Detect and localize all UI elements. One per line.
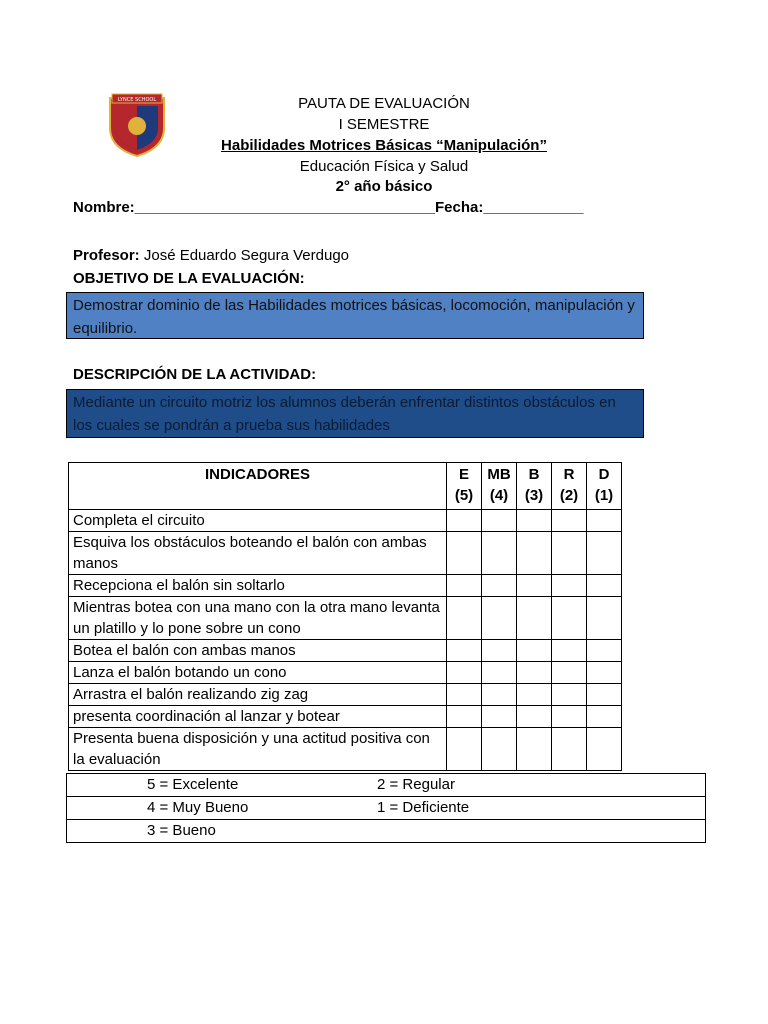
name-label: Nombre: [73,199,135,216]
score-cell[interactable] [587,640,622,662]
evaluation-table [68,462,622,771]
score-cell[interactable] [447,575,482,597]
subject-area: Educación Física y Salud [299,158,469,175]
score-cell[interactable] [552,640,587,662]
score-cell[interactable] [552,684,587,706]
score-cell[interactable] [517,532,552,575]
table-row [69,597,622,640]
teacher-name: José Eduardo Segura Verdugo [143,247,350,264]
document-title: PAUTA DE EVALUACIÓN [298,95,470,112]
teacher-line [73,247,349,264]
legend-row [67,820,706,843]
indicator-cell: Botea el balón con ambas manos [69,640,447,662]
col-header-mb: MB (4) [482,463,517,510]
table-row [69,662,622,684]
score-cell[interactable] [587,684,622,706]
col-header-r: R (2) [552,463,587,510]
legend-item: 5 = Excelente [147,776,239,793]
document-subtitle: Habilidades Motrices Básicas “Manipulación” [221,137,547,154]
col-header-e: E (5) [447,463,482,510]
score-cell[interactable] [552,728,587,771]
description-heading: DESCRIPCIÓN DE LA ACTIVIDAD: [73,366,317,383]
score-cell[interactable] [517,662,552,684]
col-header-d: D (1) [587,463,622,510]
indicator-cell: presenta coordinación al lanzar y botear [69,706,447,728]
col-header-b: B (3) [517,463,552,510]
score-legend-table [66,773,706,843]
name-field[interactable]: ____________________________________ [134,199,435,216]
score-cell[interactable] [447,684,482,706]
teacher-label: Profesor: [73,247,140,264]
grade-level: 2° año básico [335,178,433,195]
objective-text-box: Demostrar dominio de las Habilidades motrices básicas, locomoción, manipulación y equilibrio. [66,292,644,339]
score-cell[interactable] [517,640,552,662]
date-label: Fecha: [435,199,484,216]
score-cell[interactable] [587,510,622,532]
score-cell[interactable] [447,640,482,662]
score-cell[interactable] [517,575,552,597]
table-row [69,706,622,728]
score-cell[interactable] [482,706,517,728]
legend-row [67,774,706,797]
score-cell[interactable] [482,532,517,575]
table-row [69,575,622,597]
score-cell[interactable] [517,510,552,532]
table-row [69,684,622,706]
legend-cell [67,774,706,797]
table-row [69,532,622,575]
score-cell[interactable] [447,706,482,728]
score-cell[interactable] [587,706,622,728]
score-cell[interactable] [517,684,552,706]
score-cell[interactable] [482,684,517,706]
score-cell[interactable] [587,532,622,575]
score-cell[interactable] [552,662,587,684]
score-cell[interactable] [517,728,552,771]
objective-heading: OBJETIVO DE LA EVALUACIÓN: [73,270,305,287]
score-cell[interactable] [447,597,482,640]
score-cell[interactable] [517,706,552,728]
score-cell[interactable] [447,728,482,771]
score-cell[interactable] [482,662,517,684]
score-cell[interactable] [447,510,482,532]
score-cell[interactable] [447,532,482,575]
date-field[interactable]: ____________ [483,199,584,216]
score-cell[interactable] [552,597,587,640]
score-cell[interactable] [587,728,622,771]
score-cell[interactable] [587,597,622,640]
score-cell[interactable] [587,662,622,684]
legend-cell [67,820,706,843]
indicator-cell: Lanza el balón botando un cono [69,662,447,684]
table-header-row [69,463,622,510]
svg-text:LYNCE SCHOOL: LYNCE SCHOOL [117,97,157,103]
indicator-cell: Esquiva los obstáculos boteando el balón con ambas manos [69,532,447,575]
score-cell[interactable] [482,597,517,640]
table-row [69,728,622,771]
table-row [69,640,622,662]
score-cell[interactable] [552,510,587,532]
legend-item: 1 = Deficiente [377,799,470,816]
indicators-header: INDICADORES [69,463,447,510]
score-cell[interactable] [482,510,517,532]
legend-item: 2 = Regular [377,776,455,793]
score-cell[interactable] [552,532,587,575]
score-cell[interactable] [587,575,622,597]
legend-cell [67,797,706,820]
score-cell[interactable] [447,662,482,684]
indicator-cell: Arrastra el balón realizando zig zag [69,684,447,706]
score-cell[interactable] [552,706,587,728]
legend-item: 3 = Bueno [147,822,216,839]
indicator-cell: Mientras botea con una mano con la otra mano levanta un platillo y lo pone sobre un cono [69,597,447,640]
table-row [69,510,622,532]
description-text-box: Mediante un circuito motriz los alumnos deberán enfrentar distintos obstáculos en los cuales se pondrán a prueba sus habilidades [66,389,644,438]
indicator-cell: Recepciona el balón sin soltarlo [69,575,447,597]
score-cell[interactable] [552,575,587,597]
score-cell[interactable] [482,575,517,597]
score-cell[interactable] [482,640,517,662]
indicator-cell: Presenta buena disposición y una actitud positiva con la evaluación [69,728,447,771]
legend-item: 4 = Muy Bueno [147,799,249,816]
score-cell[interactable] [517,597,552,640]
semester-label: I SEMESTRE [338,116,430,133]
score-cell[interactable] [482,728,517,771]
legend-row [67,797,706,820]
student-info-line [73,199,583,216]
indicator-cell: Completa el circuito [69,510,447,532]
